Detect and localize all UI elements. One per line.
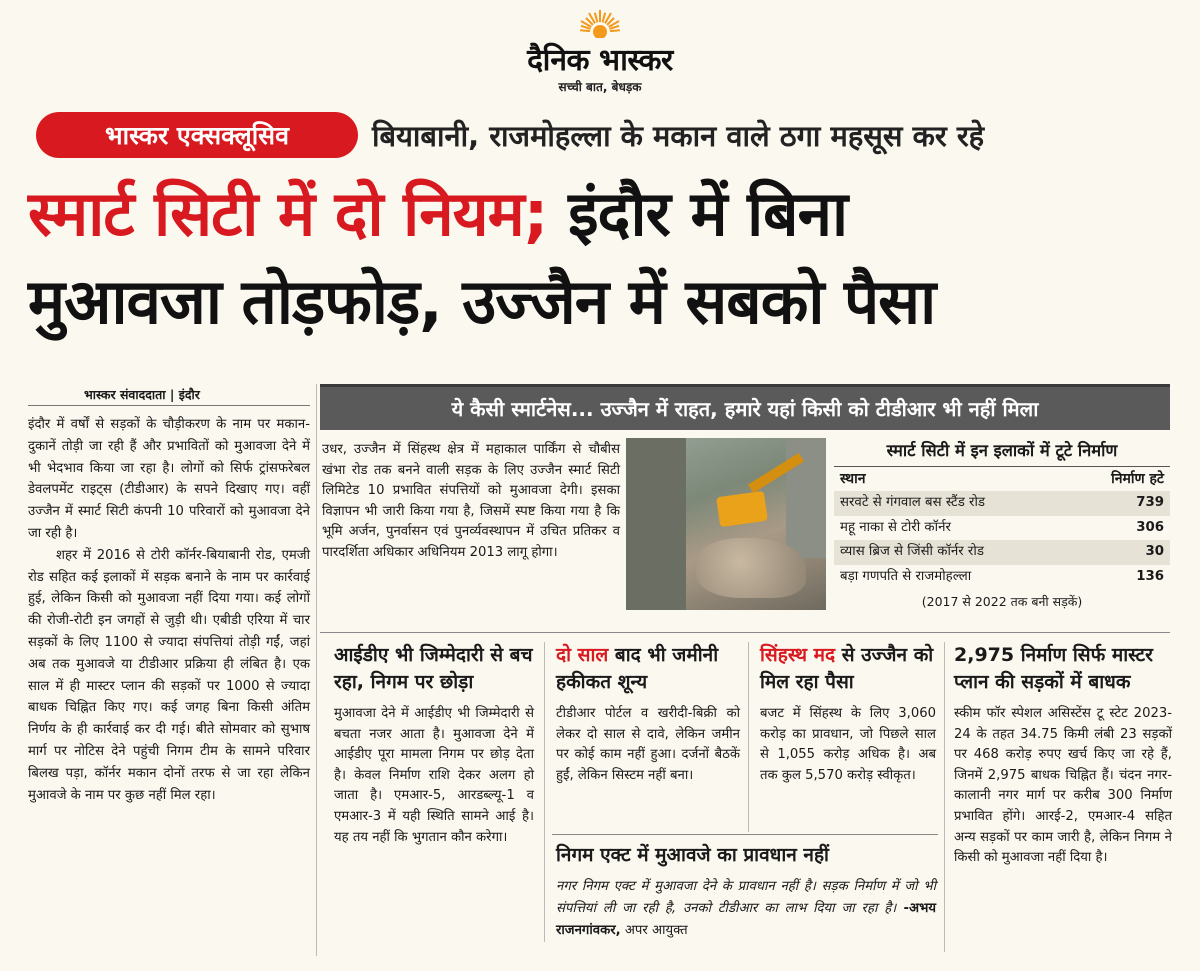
table-cell-count: 136: [1136, 568, 1164, 584]
section-divider: [552, 834, 938, 835]
column-heading-highlight: दो साल: [556, 644, 609, 666]
table-header-count: निर्माण हटे: [1111, 471, 1164, 487]
masthead: [0, 0, 1200, 108]
photo-excavator: [716, 491, 768, 527]
quote-text: नगर निगम एक्ट में मुआवजा देने के प्रावधान नहीं है। सड़क निर्माण में जो भी संपत्तियां ली जा रही है, उनको टीडीआर का लाभ दिया जा रहा है।: [556, 879, 936, 916]
column-heading-rest: बाद भी जमीनी हकीकत शून्य: [556, 644, 719, 693]
table-cell-place: व्यास ब्रिज से जिंसी कॉर्नर रोड: [840, 544, 984, 559]
ujjain-story-text: उधर, उज्जैन में सिंहस्थ क्षेत्र में महाकाल पार्किंग से चौबीस खंभा रोड तक बनने वाली सड़क के लिए उज्जैन स्मार्ट सिटी लिमिटेड 10 प्रभावित संपत्तियों को मुआवजा देगी। इसका विज्ञापन भी जारी किया गया है, जिसमें स्पष्ट किया गया है कि भूमि अर्जन, पुनर्वासन एवं पुनर्व्यवस्थापन में उचित प्रतिकर व पारदर्शिता अधिकार अधिनियम 2013 लागू होगा।: [322, 442, 620, 560]
table-title: स्मार्ट सिटी में इन इलाकों में टूटे निर्माण: [886, 441, 1118, 460]
brand-tagline: सच्ची बात, बेधड़क: [558, 80, 642, 94]
column-ida: [334, 642, 534, 848]
quote-body: [556, 876, 936, 942]
table-row: [834, 516, 1170, 541]
sun-icon: [578, 8, 622, 38]
exclusive-badge: भास्कर एक्सक्लूसिव: [36, 112, 358, 158]
table-header-place: स्थान: [840, 471, 866, 487]
section-divider: [320, 632, 1170, 633]
table-cell-place: महू नाका से टोरी कॉर्नर: [840, 519, 951, 535]
quote-heading: निगम एक्ट में मुआवजे का प्रावधान नहीं: [556, 844, 829, 866]
column-heading: आईडीए भी जिम्मेदारी से बच रहा, निगम पर छोड़ा: [334, 644, 533, 693]
column-heading-rest: से उज्जैन को मिल रहा पैसा: [760, 644, 934, 693]
headline-line2: मुआवजा तोड़फोड़, उज्जैन में सबको पैसा: [28, 265, 936, 338]
column-heading-highlight: सिंहस्थ मद: [760, 644, 836, 666]
kicker-line: बियाबानी, राजमोहल्ला के मकान वाले ठगा महसूस कर रहे: [372, 119, 985, 153]
demolition-photo: [626, 438, 826, 610]
table-cell-place: बड़ा गणपति से राजमोहल्ला: [840, 568, 972, 584]
quote-signature: -अभय राजनगांवकर,: [556, 901, 936, 938]
headline-red-part: स्मार्ट सिटी में दो नियम;: [28, 177, 548, 250]
table-cell-count: 306: [1136, 519, 1164, 535]
left-story-column: [28, 384, 310, 954]
headline-black-part: इंदौर में बिना: [568, 177, 848, 250]
quote-designation: अपर आयुक्त: [620, 923, 688, 938]
column-two-years: [556, 642, 740, 786]
column-divider: [944, 642, 945, 952]
table-cell-place: सरवटे से गंगवाल बस स्टैंड रोड: [840, 495, 986, 510]
table-row: [834, 565, 1170, 590]
column-master-plan: [954, 642, 1172, 869]
table-note: (2017 से 2022 तक बनी सड़कें): [921, 594, 1083, 609]
column-divider: [316, 384, 317, 956]
column-heading: 2,975 निर्माण सिर्फ मास्टर प्लान की सड़कों में बाधक: [954, 644, 1153, 693]
left-paragraph: इंदौर में वर्षों से सड़कों के चौड़ीकरण के नाम पर मकान-दुकानें तोड़ी जा रही हैं और प्रभावितों को मुआवजा देने में भी भेदभाव किया जा रहा है। लोगों को सिर्फ ट्रांसफरेबल डेवलपमेंट राइट्स (टीडीआर) के सपने दिखाए गए। वहीं उज्जैन में स्मार्ट सिटी कंपनी 10 परिवारों को मुआवजा देने जा रही है।: [28, 417, 310, 541]
main-headline: [28, 170, 1178, 346]
table-cell-count: 30: [1145, 544, 1164, 559]
column-divider: [544, 642, 545, 942]
demolition-table: [834, 436, 1170, 615]
photo-rubble: [696, 538, 806, 598]
brand-name: दैनिक भास्कर: [527, 43, 673, 78]
table-row: [834, 491, 1170, 516]
table-cell-count: 739: [1136, 495, 1164, 510]
subheading-bar: ये कैसी स्मार्टनेस... उज्जैन में राहत, हमारे यहां किसी को टीडीआर भी नहीं मिला: [320, 384, 1170, 430]
photo-building: [626, 438, 686, 610]
column-divider: [748, 642, 749, 832]
column-body: मुआवजा देने में आईडीए भी जिम्मेदारी से बचता नजर आता है। मुआवजा देने में आईडीए पूरा मामला निगम पर छोड़ देता है। केवल निर्माण राशि देकर अलग हो जाता है। एमआर-5, आरडब्ल्यू-1 व एमआर-3 में यही स्थिति सामने आई है। यह तय नहीं कि भुगतान कौन करेगा।: [334, 706, 534, 845]
table-row: [834, 540, 1170, 565]
column-simhastha: [760, 642, 936, 786]
column-heading: [760, 642, 936, 696]
column-body: स्कीम फॉर स्पेशल असिस्टेंस टू स्टेट 2023-24 के तहत 34.75 किमी लंबी 23 सड़कों पर 468 करोड़ रुपए खर्च किए जा रहे हैं, जिनमें 2,975 बाधक चिह्नित हैं। चंदन नगर-कालानी नगर मार्ग पर करीब 300 निर्माण प्रभावित होंगे। आरई-2, एमआर-4 सहित अन्य सड़कों पर काम जारी है, लेकिन निगम ने किसी को मुआवजा नहीं दिया है।: [954, 706, 1172, 866]
column-heading: [556, 642, 740, 696]
left-paragraph: शहर में 2016 से टोरी कॉर्नर-बियाबानी रोड, एमजी रोड सहित कई इलाकों में सड़क बनाने के नाम पर कार्रवाई हुई, लेकिन किसी को मुआवजा नहीं दिया गया। कई लोगों की रोजी-रोटी इन जगहों से जुड़ी थी। एबीडी एरिया में चार सड़कों के लिए 1100 से ज्यादा संपत्तियां तोड़ी गईं, जहां अब तक मुआवजे या टीडीआर प्रक्रिया ही लंबित है। एक साल में ही मास्टर प्लान की सड़कों पर 1000 से ज्यादा बाधक चिह्नित किए गए। कई जगह बिना किसी अंतिम निर्णय के ही कार्रवाई कर दी गई। बीते सोमवार को सुभाष मार्ग पर नोटिस देने पहुंची निगम टीम के सामने परिवार बिलख पड़ा, कॉर्नर मकान दोनों तरफ से जा रहा लेकिन मुआवजे के नाम पर कुछ नहीं मिल रहा।: [28, 547, 310, 803]
table-header: [834, 466, 1170, 491]
newspaper-logo: [490, 8, 710, 100]
left-story-body: [28, 406, 310, 806]
column-body: बजट में सिंहस्थ के लिए 3,060 करोड़ का प्रावधान, जो पिछले साल से 1,055 करोड़ अधिक है। अब तक कुल 5,570 करोड़ स्वीकृत।: [760, 706, 936, 783]
column-body: टीडीआर पोर्टल व खरीदी-बिक्री को लेकर दो साल से दावे, लेकिन जमीन पर कोई काम नहीं हुआ। दर्जनों बैठकें हुईं, लेकिन सिस्टम नहीं बना।: [556, 706, 740, 783]
byline: भास्कर संवाददाता | इंदौर: [28, 384, 310, 406]
